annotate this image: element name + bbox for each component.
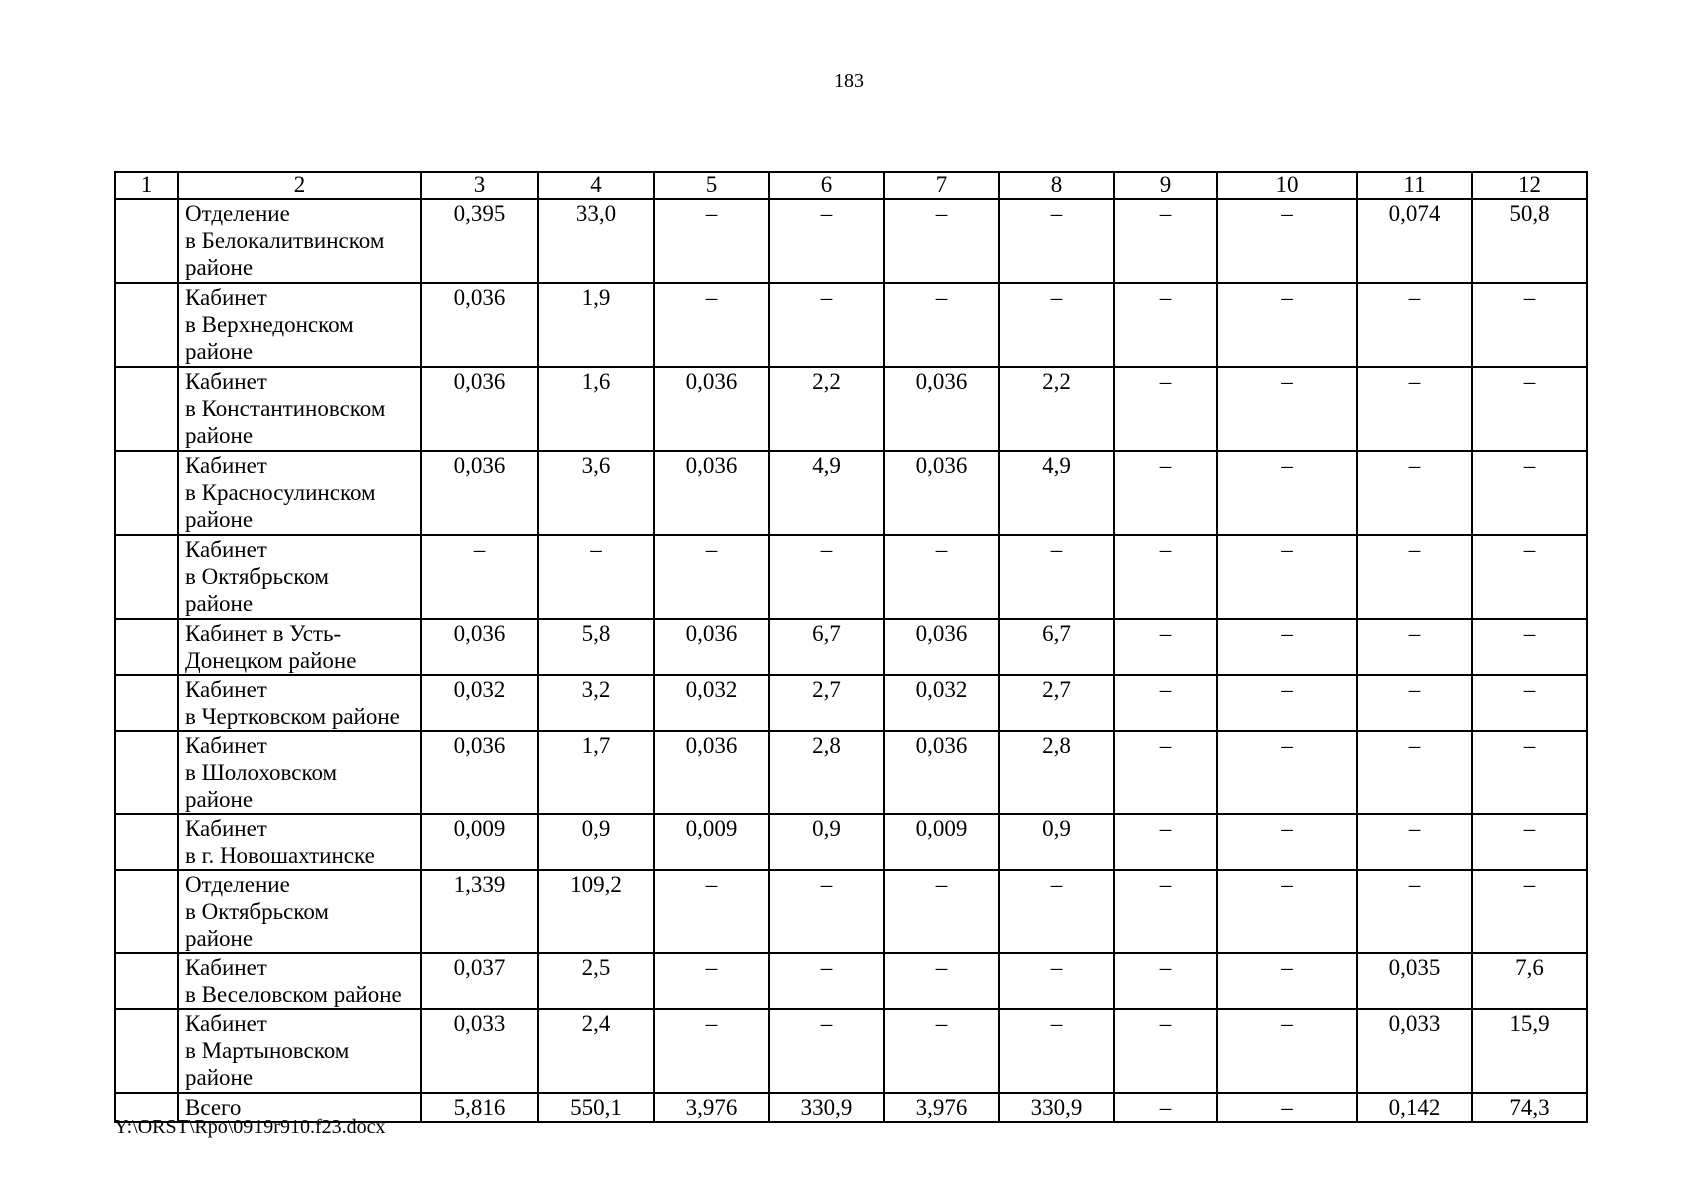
value-cell: 2,7 [769, 675, 884, 731]
column-header: 11 [1357, 172, 1472, 199]
value-cell: – [1472, 367, 1587, 451]
value-cell: 2,7 [999, 675, 1114, 731]
value-cell: – [1472, 870, 1587, 953]
value-cell: 5,8 [538, 619, 654, 675]
row-index-cell [115, 619, 178, 675]
value-cell: – [999, 1009, 1114, 1093]
value-cell: – [1472, 283, 1587, 367]
value-cell: – [999, 953, 1114, 1009]
value-cell: – [1217, 870, 1357, 953]
value-cell: 0,036 [654, 367, 769, 451]
table-row [115, 535, 1587, 619]
value-cell: 50,8 [1472, 199, 1587, 283]
row-index-cell [115, 451, 178, 535]
table-row [115, 675, 1587, 731]
value-cell: 7,6 [1472, 953, 1587, 1009]
value-cell: 6,7 [999, 619, 1114, 675]
value-cell: – [999, 199, 1114, 283]
value-cell: – [999, 283, 1114, 367]
value-cell: – [884, 283, 999, 367]
value-cell: 33,0 [538, 199, 654, 283]
page-number: 183 [834, 70, 864, 92]
value-cell: 0,036 [884, 367, 999, 451]
value-cell: 550,1 [538, 1093, 654, 1122]
value-cell: 0,035 [1357, 953, 1472, 1009]
value-cell: – [884, 535, 999, 619]
value-cell: 0,036 [421, 451, 538, 535]
table-row [115, 814, 1587, 870]
value-cell: 0,032 [884, 675, 999, 731]
column-header: 1 [115, 172, 178, 199]
value-cell: – [1472, 675, 1587, 731]
column-header: 5 [654, 172, 769, 199]
table-row [115, 367, 1587, 451]
value-cell: 0,9 [769, 814, 884, 870]
value-cell: – [884, 870, 999, 953]
value-cell: – [654, 535, 769, 619]
value-cell: 3,2 [538, 675, 654, 731]
value-cell: – [999, 870, 1114, 953]
value-cell: – [1357, 731, 1472, 814]
value-cell: 2,4 [538, 1009, 654, 1093]
value-cell: 5,816 [421, 1093, 538, 1122]
table-row [115, 199, 1587, 283]
value-cell: – [769, 199, 884, 283]
value-cell: 0,9 [999, 814, 1114, 870]
value-cell: – [1114, 675, 1217, 731]
value-cell: 0,036 [421, 283, 538, 367]
row-name-cell: Кабинет в Усть- Донецком районе [178, 619, 421, 675]
row-name-cell: Кабинет в Веселовском районе [178, 953, 421, 1009]
row-index-cell [115, 814, 178, 870]
value-cell: 0,036 [654, 731, 769, 814]
value-cell: 0,033 [1357, 1009, 1472, 1093]
value-cell: – [1217, 367, 1357, 451]
value-cell: – [1357, 814, 1472, 870]
table-row [115, 953, 1587, 1009]
data-table [114, 171, 1588, 1123]
column-header: 8 [999, 172, 1114, 199]
value-cell: – [769, 870, 884, 953]
value-cell: 1,7 [538, 731, 654, 814]
value-cell: – [1357, 451, 1472, 535]
value-cell: 109,2 [538, 870, 654, 953]
row-index-cell [115, 283, 178, 367]
value-cell: 0,036 [654, 451, 769, 535]
value-cell: – [769, 953, 884, 1009]
value-cell: 0,033 [421, 1009, 538, 1093]
value-cell: – [1217, 675, 1357, 731]
value-cell: 2,8 [999, 731, 1114, 814]
value-cell: 15,9 [1472, 1009, 1587, 1093]
value-cell: 2,2 [999, 367, 1114, 451]
value-cell: – [1357, 535, 1472, 619]
value-cell: 0,009 [884, 814, 999, 870]
column-header: 12 [1472, 172, 1587, 199]
row-name-cell: Кабинет в г. Новошахтинске [178, 814, 421, 870]
value-cell: – [1217, 283, 1357, 367]
value-cell: – [1114, 953, 1217, 1009]
value-cell: – [1357, 283, 1472, 367]
value-cell: 3,976 [654, 1093, 769, 1122]
row-index-cell [115, 199, 178, 283]
value-cell: 0,036 [421, 731, 538, 814]
value-cell: 0,395 [421, 199, 538, 283]
value-cell: 0,036 [421, 619, 538, 675]
table-row [115, 1009, 1587, 1093]
column-header: 10 [1217, 172, 1357, 199]
value-cell: 0,032 [421, 675, 538, 731]
value-cell: 2,2 [769, 367, 884, 451]
value-cell: 3,976 [884, 1093, 999, 1122]
value-cell: 0,074 [1357, 199, 1472, 283]
row-name-cell: Кабинет в Октябрьском районе [178, 535, 421, 619]
value-cell: 2,8 [769, 731, 884, 814]
value-cell: – [1217, 1093, 1357, 1122]
value-cell: – [1114, 451, 1217, 535]
row-index-cell [115, 731, 178, 814]
value-cell: – [769, 1009, 884, 1093]
table-row [115, 619, 1587, 675]
value-cell: – [1472, 814, 1587, 870]
value-cell: – [769, 535, 884, 619]
row-name-cell: Кабинет в Мартыновском районе [178, 1009, 421, 1093]
row-name-cell: Кабинет в Шолоховском районе [178, 731, 421, 814]
footer-file-path: Y:\ORST\Rpo\0919r910.f23.docx [114, 1116, 386, 1138]
value-cell: – [1217, 199, 1357, 283]
value-cell: 74,3 [1472, 1093, 1587, 1122]
table-row [115, 283, 1587, 367]
table-row [115, 731, 1587, 814]
value-cell: 0,036 [654, 619, 769, 675]
value-cell: – [1217, 814, 1357, 870]
value-cell: 3,6 [538, 451, 654, 535]
row-index-cell [115, 953, 178, 1009]
row-index-cell [115, 870, 178, 953]
table-row [115, 451, 1587, 535]
value-cell: 1,6 [538, 367, 654, 451]
value-cell: – [538, 535, 654, 619]
row-index-cell [115, 675, 178, 731]
row-name-cell: Всего [178, 1093, 421, 1122]
value-cell: – [1217, 535, 1357, 619]
value-cell: – [769, 283, 884, 367]
value-cell: 0,036 [884, 619, 999, 675]
value-cell: – [1357, 675, 1472, 731]
value-cell: – [654, 283, 769, 367]
value-cell: – [1217, 953, 1357, 1009]
value-cell: 330,9 [999, 1093, 1114, 1122]
value-cell: – [1114, 870, 1217, 953]
value-cell: 6,7 [769, 619, 884, 675]
row-name-cell: Отделение в Октябрьском районе [178, 870, 421, 953]
value-cell: 0,032 [654, 675, 769, 731]
value-cell: – [1114, 619, 1217, 675]
value-cell: – [1114, 367, 1217, 451]
value-cell: – [1217, 1009, 1357, 1093]
value-cell: – [654, 870, 769, 953]
column-header: 3 [421, 172, 538, 199]
value-cell: 0,036 [421, 367, 538, 451]
row-index-cell [115, 367, 178, 451]
value-cell: – [654, 1009, 769, 1093]
value-cell: 0,009 [421, 814, 538, 870]
value-cell: – [999, 535, 1114, 619]
value-cell: – [1472, 731, 1587, 814]
value-cell: 330,9 [769, 1093, 884, 1122]
value-cell: 0,142 [1357, 1093, 1472, 1122]
column-header: 2 [178, 172, 421, 199]
value-cell: – [1114, 1009, 1217, 1093]
column-header: 7 [884, 172, 999, 199]
value-cell: 0,037 [421, 953, 538, 1009]
column-header: 4 [538, 172, 654, 199]
row-name-cell: Кабинет в Красносулинском районе [178, 451, 421, 535]
value-cell: – [1357, 619, 1472, 675]
value-cell: 0,036 [884, 451, 999, 535]
value-cell: 0,9 [538, 814, 654, 870]
value-cell: – [1114, 283, 1217, 367]
row-name-cell: Отделение в Белокалитвинском районе [178, 199, 421, 283]
value-cell: 1,9 [538, 283, 654, 367]
value-cell: – [1114, 199, 1217, 283]
row-name-cell: Кабинет в Чертковском районе [178, 675, 421, 731]
value-cell: – [1114, 535, 1217, 619]
value-cell: 0,009 [654, 814, 769, 870]
value-cell: – [1217, 451, 1357, 535]
value-cell: 2,5 [538, 953, 654, 1009]
value-cell: – [1217, 731, 1357, 814]
row-name-cell: Кабинет в Верхнедонском районе [178, 283, 421, 367]
table-row [115, 870, 1587, 953]
value-cell: – [1357, 367, 1472, 451]
row-name-cell: Кабинет в Константиновском районе [178, 367, 421, 451]
value-cell: – [1114, 1093, 1217, 1122]
value-cell: 1,339 [421, 870, 538, 953]
value-cell: – [1114, 814, 1217, 870]
value-cell: – [884, 953, 999, 1009]
value-cell: – [654, 953, 769, 1009]
column-header: 9 [1114, 172, 1217, 199]
value-cell: – [1472, 451, 1587, 535]
value-cell: 0,036 [884, 731, 999, 814]
row-index-cell [115, 535, 178, 619]
value-cell: 4,9 [769, 451, 884, 535]
row-index-cell [115, 1009, 178, 1093]
value-cell: – [1472, 619, 1587, 675]
value-cell: – [1217, 619, 1357, 675]
value-cell: – [1114, 731, 1217, 814]
value-cell: – [884, 199, 999, 283]
header-row [115, 172, 1587, 199]
value-cell: – [1472, 535, 1587, 619]
value-cell: – [884, 1009, 999, 1093]
value-cell: – [1357, 870, 1472, 953]
value-cell: 4,9 [999, 451, 1114, 535]
value-cell: – [654, 199, 769, 283]
value-cell: – [421, 535, 538, 619]
column-header: 6 [769, 172, 884, 199]
